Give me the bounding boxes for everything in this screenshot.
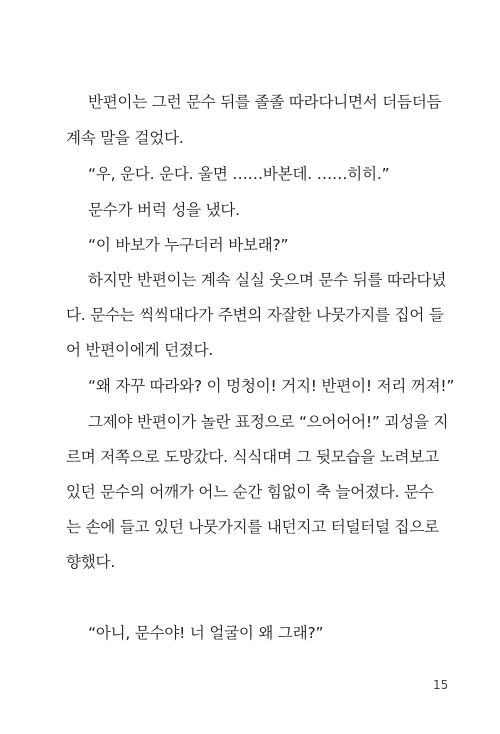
text-line: 는 손에 들고 있던 나뭇가지를 내던지고 터덜터덜 집으로 xyxy=(66,518,439,536)
dialogue-line: “왜 자꾸 따라와? 이 멍청이! 거지! 반편이! 저리 꺼져!” xyxy=(88,377,455,395)
dialogue-line: “우, 운다. 운다. 울면 ……바본데. ……히히.” xyxy=(88,165,390,183)
text-line: 있던 문수의 어깨가 어느 순간 힘없이 축 늘어졌다. 문수 xyxy=(66,483,434,501)
text-line: 반편이는 그런 문수 뒤를 졸졸 따라다니면서 더듬더듬 xyxy=(88,93,442,111)
dialogue-line: “아니, 문수야! 너 얼굴이 왜 그래?” xyxy=(88,624,324,642)
text-line: 그제야 반편이가 놀란 표정으로 “으어어어!” 괴성을 지 xyxy=(88,413,449,431)
text-line: 계속 말을 걸었다. xyxy=(66,129,184,147)
text-line: 다. 문수는 씩씩대다가 주변의 자잘한 나뭇가지를 집어 들 xyxy=(66,306,444,324)
text-line: 문수가 버럭 성을 냈다. xyxy=(88,201,240,219)
page-number: 15 xyxy=(433,678,449,692)
text-line: 르며 저쪽으로 도망갔다. 식식대며 그 뒷모습을 노려보고 xyxy=(66,448,439,466)
text-line: 향했다. xyxy=(66,553,116,571)
dialogue-line: “이 바보가 누구더러 바보래?” xyxy=(88,236,289,254)
text-line: 하지만 반편이는 계속 실실 웃으며 문수 뒤를 따라다녔 xyxy=(88,271,447,289)
text-line: 어 반편이에게 던졌다. xyxy=(66,341,214,359)
